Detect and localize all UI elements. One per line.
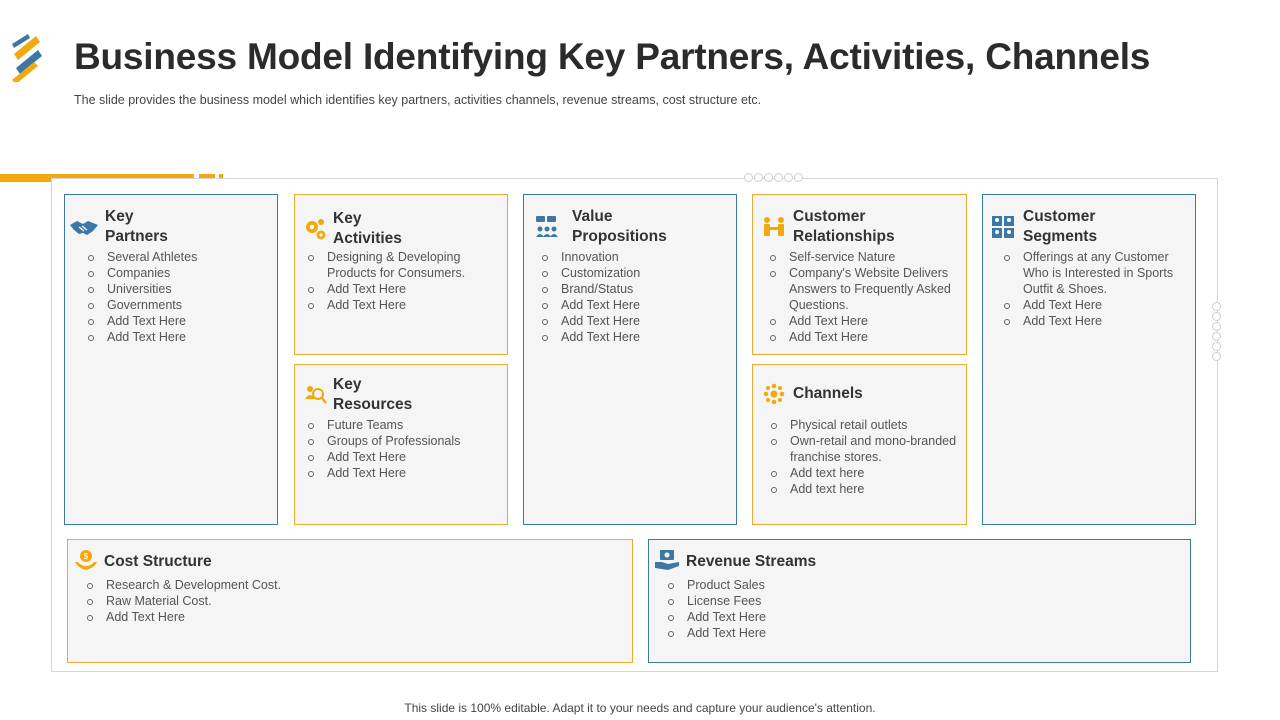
list-item: Add Text Here: [541, 329, 731, 345]
box-title: Key Activities: [333, 210, 402, 247]
box-revenue-streams: [648, 539, 1191, 663]
list-item: Add Text Here: [87, 329, 267, 345]
list-item: License Fees: [667, 593, 1067, 609]
list-item: Physical retail outlets: [770, 417, 960, 433]
list-item: Innovation: [541, 249, 731, 265]
gears-icon: [303, 217, 327, 241]
box-key-resources: [294, 364, 508, 525]
list-item: Own-retail and mono-branded franchise stores.: [770, 433, 960, 465]
people-search-icon: [303, 383, 327, 407]
box-key-partners: [64, 194, 278, 525]
box-title: Customer Relationships: [793, 208, 895, 245]
page-title: Business Model Identifying Key Partners, Activities, Channels: [74, 36, 1151, 77]
box-title: Channels: [793, 385, 863, 402]
money-hand-icon: [74, 548, 98, 572]
item-list: [307, 417, 497, 481]
list-item: Add Text Here: [307, 465, 497, 481]
list-item: Add Text Here: [769, 313, 965, 329]
list-item: Brand/Status: [541, 281, 731, 297]
network-icon: [763, 383, 785, 405]
box-title: Key Resources: [333, 376, 413, 413]
list-item: Customization: [541, 265, 731, 281]
item-list: [87, 249, 267, 345]
list-item: Offerings at any Customer Who is Interested in Sports Outfit & Shoes.: [1003, 249, 1193, 297]
list-item: Add Text Here: [1003, 297, 1193, 313]
box-title: Cost Structure: [104, 553, 212, 570]
box-value-propositions: [523, 194, 737, 525]
box-customer-relationships: [752, 194, 967, 355]
box-title: Revenue Streams: [686, 553, 817, 570]
box-key-activities: [294, 194, 508, 355]
list-item: Add text here: [770, 481, 960, 497]
box-title: Value Propositions: [572, 208, 667, 245]
list-item: Governments: [87, 297, 267, 313]
box-title: Key Partners: [105, 208, 168, 245]
box-customer-segments: [982, 194, 1196, 525]
list-item: Several Athletes: [87, 249, 267, 265]
list-item: Add Text Here: [1003, 313, 1193, 329]
list-item: Universities: [87, 281, 267, 297]
list-item: Raw Material Cost.: [86, 593, 486, 609]
list-item: Companies: [87, 265, 267, 281]
team-chat-icon: [534, 214, 560, 240]
list-item: Add Text Here: [307, 449, 497, 465]
item-list: [541, 249, 731, 345]
handshake-icon: [69, 215, 99, 239]
item-list: [769, 249, 965, 345]
segments-grid-icon: [991, 215, 1015, 239]
svg-text:$: $: [83, 552, 89, 561]
item-list: [1003, 249, 1193, 329]
item-list: [307, 249, 497, 313]
logo-icon: [10, 34, 46, 82]
revenue-hand-icon: [654, 548, 680, 572]
list-item: Add Text Here: [667, 625, 1067, 641]
footer-note: This slide is 100% editable. Adapt it to your needs and capture your audience's attention.: [404, 701, 876, 715]
list-item: Add Text Here: [307, 281, 497, 297]
list-item: Add Text Here: [541, 297, 731, 313]
list-item: Add Text Here: [86, 609, 486, 625]
list-item: Future Teams: [307, 417, 497, 433]
item-list: [770, 417, 960, 497]
list-item: Product Sales: [667, 577, 1067, 593]
box-cost-structure: [67, 539, 633, 663]
list-item: Add Text Here: [307, 297, 497, 313]
list-item: Groups of Professionals: [307, 433, 497, 449]
list-item: Add Text Here: [541, 313, 731, 329]
people-connect-icon: [761, 214, 787, 240]
list-item: Add Text Here: [87, 313, 267, 329]
decorative-dots-horizontal: [744, 173, 803, 182]
item-list: [667, 577, 1067, 641]
list-item: Research & Development Cost.: [86, 577, 486, 593]
box-title: Customer Segments: [1023, 208, 1098, 245]
decorative-dots-vertical: [1212, 302, 1221, 361]
item-list: [86, 577, 486, 625]
page-subtitle: The slide provides the business model which identifies key partners, activities channels, revenue streams, cost structure etc.: [74, 93, 762, 107]
list-item: Add text here: [770, 465, 960, 481]
list-item: Add Text Here: [769, 329, 965, 345]
list-item: Self-service Nature: [769, 249, 965, 265]
list-item: Designing & Developing Products for Consumers.: [307, 249, 497, 281]
list-item: Add Text Here: [667, 609, 1067, 625]
list-item: Company's Website Delivers Answers to Frequently Asked Questions.: [769, 265, 965, 313]
box-channels: [752, 364, 967, 525]
